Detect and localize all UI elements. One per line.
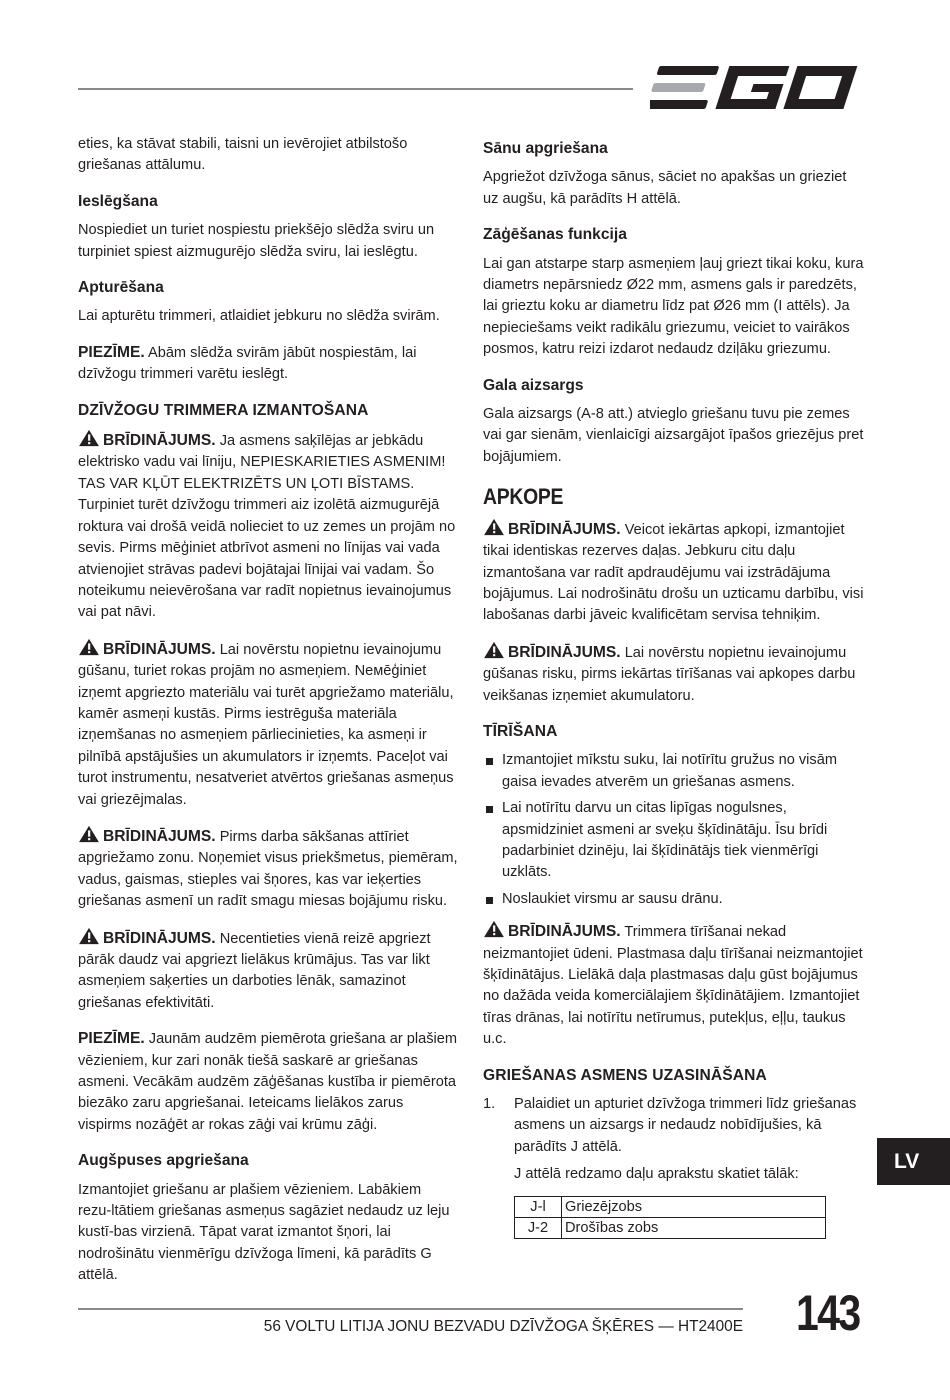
footer-title: 56 VOLTU LITIJA JONU BEZVADU DZĪVŽOGA ŠĶĒRES — HT2400E [263, 1318, 743, 1335]
warning-6 [483, 641, 865, 707]
warning-triangle-icon [483, 920, 505, 938]
warning-triangle-icon [78, 927, 100, 945]
warning-4 [78, 927, 458, 1015]
language-tab: LV [877, 1138, 950, 1185]
warning-2-lead: BRĪDINĀJUMS. [103, 640, 216, 658]
warning-7-text: Trimmera tīrīšanai nekad neizmantojiet ūdeni. Plastmasa daļu tīrīšanai neizmantojiet šķīdinātājus. Lielākā daļa plastmasas daļu gūst bojājumus no dažāda veida komerciālajiem šķīdinātājiem. Izmantojiet tīras drānas, lai notīrītu netīrumus, putekļus, eļļu, taukus u.c. [483, 924, 863, 1048]
parts-intro: J attēlā redzamo daļu aprakstu skatiet tālāk: [514, 1166, 799, 1183]
cleaning-list [483, 750, 865, 910]
zagesanas-text: Lai gan atstarpe starp asmeņiem ļauj griezt tikai koku, kura diametrs nepārsniedz Ø22 mm, asmens gals ir paredzēts, lai grieztu koku ar diametru līdz pat Ø26 mm (I attēls). Ja nepieciešams veikt radikālu griezumu, veiciet to vairākos posmos, katru reizi izdarot nedaudz dziļāku griezumu. [483, 255, 864, 358]
apturesana-text: Lai apturētu trimmeri, atlaidiet jebkuru no slēdža svirām. [78, 308, 440, 325]
warning-5-text: Veicot iekārtas apkopi, izmantojiet tikai identiskas rezerves daļas. Jebkuru citu daļu izmantošana var radīt apdraudējumu vai izstrādājuma bojājumus. Lai nodrošinātu drošu un uzticamu darbību, visi labošanas darbi jāveic kvalificētam servisa tehniķim. [483, 521, 864, 624]
warning-3-text: Pirms darba sākšanas attīriet apgriežamo zonu. Noņemiet visus priekšmetus, piemēram, vadus, gaismas, stieples vai šņores, kas var ieķerties griešanas asmenī un radīt smagu miesas bojājumu risku. [78, 828, 458, 910]
warning-7 [483, 920, 865, 1050]
note-1-text: Abām slēdža svirām jābūt nospiestām, lai dzīvžogu trimmeri varētu ieslēgt. [78, 344, 417, 383]
warning-1 [78, 429, 458, 624]
heading-apturesana: Apturēšana [78, 279, 164, 297]
warning-6-lead: BRĪDINĀJUMS. [508, 643, 621, 661]
warning-triangle-icon [483, 518, 505, 536]
part-code: J-2 [515, 1217, 562, 1238]
heading-sanu: Sānu apgriešana [483, 140, 608, 157]
heading-zagesanas: Zāģēšanas funkcija [483, 226, 627, 244]
list-item: Izmantojiet mīkstu suku, lai notīrītu gružus no visām gaisa ievades atverēm un griešanas asmens. [483, 750, 865, 793]
heading-ieslegsana: Ieslēgšana [78, 192, 158, 210]
section-title-apkope: APKOPE [483, 484, 564, 510]
warning-5 [483, 518, 865, 627]
step-1 [483, 1094, 865, 1158]
list-item: Lai notīrītu darvu un citas lipīgas nogulsnes, apsmidziniet asmeni ar sveķu šķīdinātāju. Īsu brīdi padarbiniet dzinēju, lai šķīdinātājs tiek vienmērīgi uzklāts. [483, 798, 865, 884]
warning-triangle-icon [483, 641, 505, 659]
warning-2-text: Lai novērstu nopietnu ievainojumu gūšanu, turiet rokas projām no asmeņiem. Neмēģiniet izņemt apgriezto materiālu vai turēt apgriežamo materiālu, kamēr asmeņi kustās. Pirms iestrēguša materiāla izņemšanas no asmeņiem pārliecinieties, ka asmeņi ir pilnībā apstājušies un akumulators ir izņemts. Paceļot vai turot instrumentu, nesatveriet atvērtos griešanas asmeņus vai griezējmalas. [78, 641, 454, 808]
sanu-text: Apgriežot dzīvžoga sānus, sāciet no apakšas un grieziet uz augšu, kā parādīts H attēlā. [483, 169, 847, 207]
warning-2 [78, 638, 458, 811]
table-row [515, 1196, 826, 1217]
left-column [78, 134, 458, 1301]
warning-7-lead: BRĪDINĀJUMS. [508, 923, 621, 941]
warning-triangle-icon [78, 638, 100, 656]
warning-3-lead: BRĪDINĀJUMS. [103, 827, 216, 845]
note-2-text: Jaunām audzēm piemērota griešana ar plašiem vēzieniem, kur zari nonāk tiešā saskarē ar griešanas asmeni. Vecākām audzēm zāģēšanas kustība ir piemērota biezāko zaru apgriešanai. Ieteicams lielākos zarus vispirms nozāģēt ar rokas zāģi vai krūmu zāģi. [78, 1031, 458, 1133]
warning-4-text: Necentieties vienā reizē apgriezt pārāk daudz vai apgriezt lielākus krūmājus. Tas var likt asmeņiem saķerties un darboties lēnāk, samazinot griešanas efektivitāti. [78, 930, 431, 1011]
warning-3 [78, 825, 458, 913]
table-row [515, 1217, 826, 1238]
warning-triangle-icon [78, 429, 100, 447]
step-text: Palaidiet un apturiet dzīvžoga trimmeri līdz griešanas asmens un aizsargs ir nedaudz nobīdījušies, kā parādīts J attēlā. [514, 1096, 857, 1155]
ego-logo [650, 64, 862, 112]
section-title-trimmer-use: DZĪVŽOGU TRIMMERA IZMANTOŠANA [78, 401, 369, 419]
section-title-sharpening: GRIEŠANAS ASMENS UZASINĀŠANA [483, 1066, 767, 1084]
step-number: 1. [483, 1096, 496, 1113]
heading-gala-aizsargs: Gala aizsargs [483, 376, 584, 394]
note-2 [78, 1028, 458, 1136]
note-1 [78, 342, 458, 386]
right-column [483, 134, 865, 1239]
ieslegsana-text: Nospiediet un turiet nospiestu priekšējo slēdža sviru un turpiniet spiest aizmugurējo slēdža sviru, lai ieslēgtu. [78, 222, 435, 260]
gala-aizsargs-text: Gala aizsargs (A-8 att.) atvieglo griešanu tuvu pie zemes vai gar sienām, vienlaicīgi aizsargājot īpašos griezējus pret bojājumiem. [483, 406, 864, 465]
part-code: J-l [515, 1196, 562, 1217]
page-number: 143 [796, 1285, 860, 1341]
warning-5-lead: BRĪDINĀJUMS. [508, 520, 621, 538]
warning-6-text: Lai novērstu nopietnu ievainojumu gūšanas risku, pirms iekārtas tīrīšanas vai apkopes darbu veikšanas izņemiet akumulatoru. [483, 644, 856, 704]
warning-triangle-icon [78, 825, 100, 843]
part-name: Drošības zobs [562, 1217, 826, 1238]
heading-augspuses: Augšpuses apgriešana [78, 1152, 249, 1170]
warning-1-lead: BRĪDINĀJUMS. [103, 432, 216, 450]
note-2-lead: PIEZĪME. [78, 1030, 145, 1048]
part-name: Griezējzobs [562, 1196, 826, 1217]
warning-1-text: Ja asmens saķīlējas ar jebkādu elektrisko vadu vai līniju, NEPIESKARIETIES ASMENIM! TAS VAR KĻŪT ELEKTRIZĒTS UN ĻOTI BĪSTAMS. Turpiniet turēt dzīvžogu trimmeri aiz izolētā aizmugurējā roktura vai drošā veidā nolieciet to uz zemes un projām no sevis. Pirms mēģiniet atbrīvot asmeni no līnijas vai vada atvienojiet strāvas padevi bojātajai līnijai vai vadam. Šo noteikumu neievērošana var radīt nopietnus ievainojumus vai pat nāvi. [78, 433, 456, 621]
warning-4-lead: BRĪDINĀJUMS. [103, 929, 216, 947]
note-1-lead: PIEZĪME. [78, 343, 145, 361]
augspuses-text: Izmantojiet griešanu ar plašiem vēzieniem. Labākiem rezu-ltātiem griešanas asmeņus sagāziet nedaudz uz leju kustī-bas virzienā. Tāpat varat izmantot šņori, lai nodrošinātu vienmērīgu dzīvžoga līmeni, kā parādīts G attēlā. [78, 1181, 450, 1284]
header-rule [78, 88, 633, 90]
parts-table [514, 1196, 826, 1239]
footer-rule [78, 1308, 743, 1310]
intro-text: eties, ka stāvat stabili, taisni un ievērojiet atbilstošo griešanas attālumu. [78, 136, 408, 174]
section-title-tirisana: TĪRĪŠANA [483, 722, 558, 740]
list-item: Noslaukiet virsmu ar sausu drānu. [483, 889, 865, 910]
